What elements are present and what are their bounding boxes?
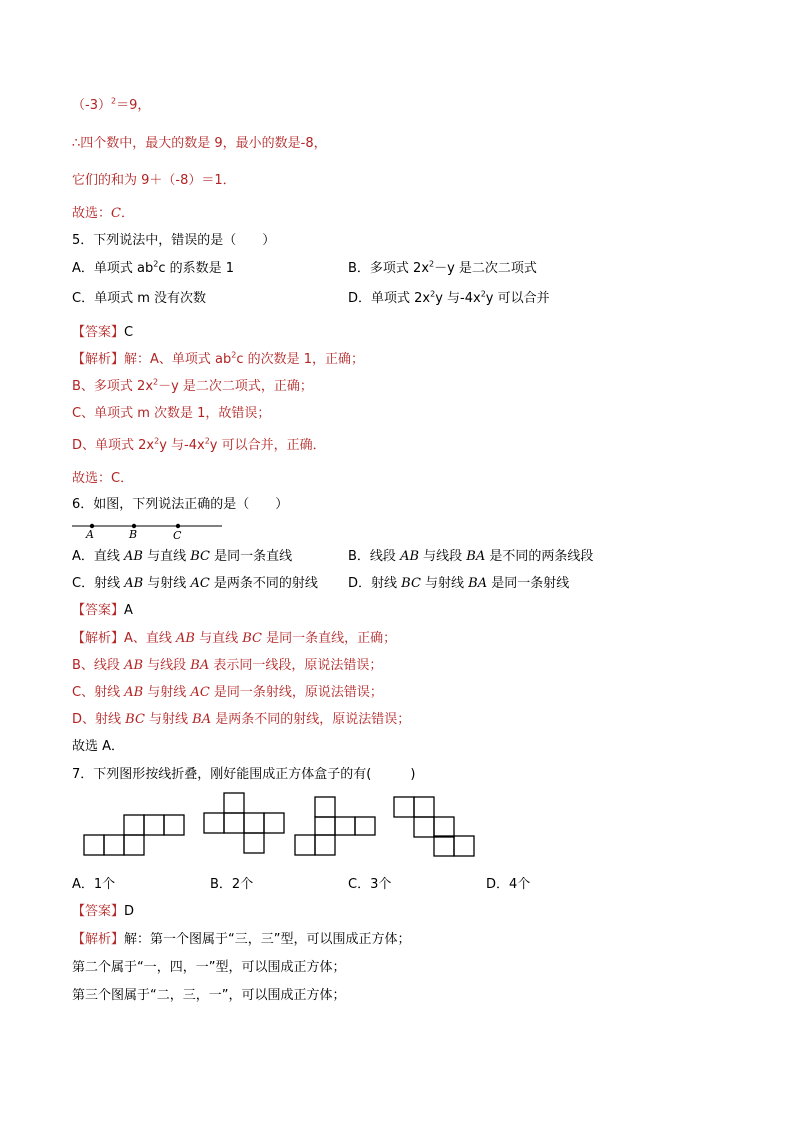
q6-explain-1: 【解析】A、直线 AB 与直线 BC 是同一条直线，正确； [72,631,397,646]
point-c [176,524,180,528]
q6-explain-3: C、射线 AB 与射线 AC 是同一条射线，原说法错误； [72,685,383,700]
point-a-label: A [86,528,94,541]
q5-final: 故选：C． [72,471,134,486]
q5-explain-3: C、单项式 m 次数是 1，故错误； [72,406,271,421]
q5-option-a: A．单项式 $ab^2c$ 的系数是 1 [72,259,235,276]
q6-final: 故选 A． [72,739,125,754]
q5-option-b: B．多项式 $2x^2-y$ 是二次二项式 [348,259,537,276]
cube-net-3 [294,796,378,857]
q5-answer: 【答案】C [72,325,134,340]
q5-explain-4: D、单项式 $2x^2y$ 与$-4x^2y$ 可以合并，正确． [72,436,326,453]
q7-option-d: D．4个 [486,877,531,892]
q6-option-c: C．射线 AB 与射线 AC 是两条不同的射线 [72,576,318,591]
q5-explain-2: B、多项式 $2x^2-y$ 是二次二项式，正确； [72,377,313,394]
calc-line-1: $(-3)^2=9$， [72,96,151,113]
q7-explain-1: 【解析】解：第一个图属于“三，三”型，可以围成正方体； [72,932,411,947]
cube-net-1 [83,814,187,856]
q5-option-d: D．单项式 $2x^2y$ 与$-4x^2y$ 可以合并 [348,289,550,306]
q7-explain-2: 第二个属于“一，四，一”型，可以围成正方体； [72,960,346,975]
q6-explain-2: B、线段 AB 与线段 BA 表示同一线段，原说法错误； [72,658,383,673]
q7-option-c: C．3个 [348,877,392,892]
q6-option-a: A．直线 AB 与直线 BC 是同一条直线 [72,549,293,564]
calc-line-3: 它们的和为 9＋（-8）＝1． [72,173,236,188]
calc-line-4: 故选：C． [72,206,134,221]
q7-answer: 【答案】D [72,904,135,919]
q6-option-b: B．线段 AB 与线段 BA 是不同的两条线段 [348,549,594,564]
point-b-label: B [129,528,138,541]
point-c-label: C [173,529,182,542]
q5-stem: 5．下列说法中，错误的是（ ） [72,233,276,248]
q7-stem: 7．下列图形按线折叠，刚好能围成正方体盒子的有( ) [72,767,416,782]
q6-option-d: D．射线 BC 与射线 BA 是同一条射线 [348,576,570,591]
cube-net-2 [203,792,287,855]
q6-stem: 6．如图，下列说法正确的是（ ） [72,497,289,512]
q7-explain-3: 第三个图属于“二，三，一”，可以围成正方体； [72,988,346,1003]
q5-option-c: C．单项式 m 没有次数 [72,291,207,306]
q5-explain-1: 【解析】解：A、单项式 $ab^2c$ 的次数是 1，正确； [72,350,365,367]
q6-explain-4: D、射线 BC 与射线 BA 是两条不同的射线，原说法错误； [72,712,411,727]
q6-line-figure [72,520,232,542]
q6-answer: 【答案】A [72,603,133,618]
q7-option-a: A．1个 [72,877,116,892]
calc-line-2: ∴四个数中，最大的数是 9，最小的数是-8， [72,136,327,151]
q7-option-b: B．2个 [210,877,254,892]
cube-net-4 [393,796,477,858]
